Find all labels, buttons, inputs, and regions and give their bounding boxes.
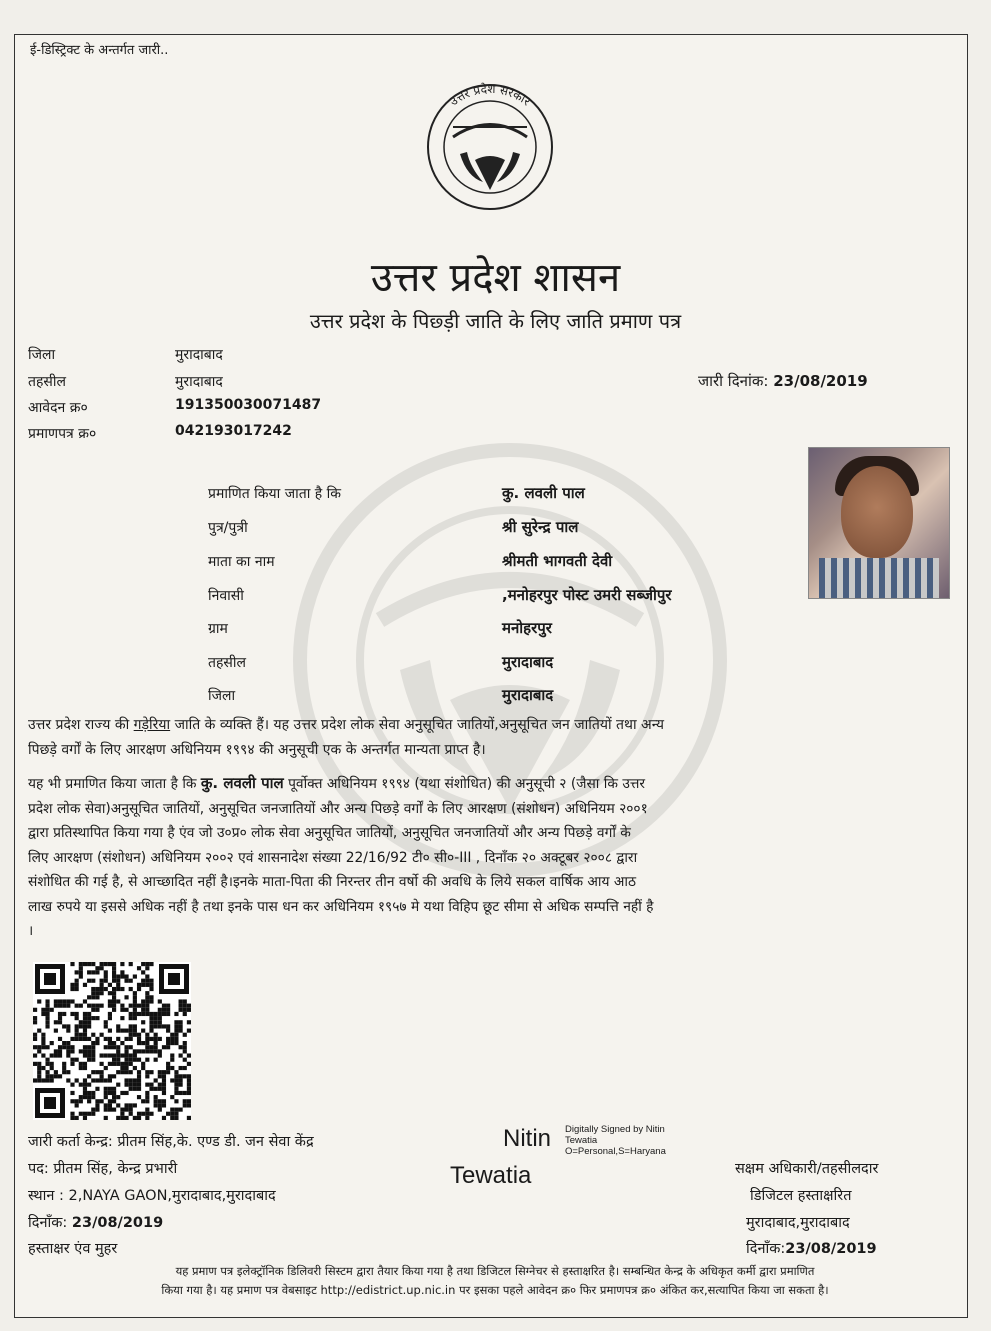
detail-value-name: कु. लवली पाल [502,484,585,502]
detail-label-certified: प्रमाणित किया जाता है कि [208,486,342,502]
authority-date [746,1238,877,1258]
authority-date-value: 23/08/2019 [785,1241,877,1257]
detail-label-mother: माता का नाम [208,554,275,570]
text: पूर्वोक्त अधिनियम १९९४ (यथा संशोधित) की अनुसूची २ (जैसा कि उत्तर [283,776,646,792]
detail-label-tehsil: तहसील [208,655,246,671]
detail-value-tehsil: मुरादाबाद [502,653,554,671]
district-value: मुरादाबाद [175,347,223,363]
sig-detail-1: Digitally Signed by Nitin [565,1124,665,1135]
page-subtitle: उत्तर प्रदेश के पिछ्ड़ी जाति के लिए जाति प्रमाण पत्र [309,309,682,333]
cert-line-4: लिए आरक्षण (संशोधन) अधिनियम २००२ एवं शासनादेश संख्या 22/16/92 टी० सी०-III , दिनाँक २० अक्टूबर २००८ द्वारा [28,849,638,866]
authority-date-label: दिनाँक: [746,1241,786,1257]
header-note: ई-डिस्ट्रिक्ट के अन्तर्गत जारी.. [30,43,169,58]
issuer-post: पद: प्रीतम सिंह, केन्द्र प्रभारी [28,1161,178,1177]
sig-detail-2: Tewatia [565,1135,598,1146]
authority-digital: डिजिटल हस्ताक्षरित [750,1188,852,1204]
footer-line-1: यह प्रमाण पत्र इलेक्ट्रॉनिक डिलिवरी सिस्टम द्वारा तैयार किया गया है तथा डिजिटल सिग्नेचर से हस्ताक्षरित है। सम्बन्धित केन्द्र के अधिकृत कर्मी द्वारा प्रमाणित [175,1264,815,1278]
cert-line-5: संशोधित की गई है, से आच्छादित नहीं है।इनके माता-पिता की निरन्तर तीन वर्षो की अवधि के लिये सकल वार्षिक आय आठ [28,874,637,890]
applicant-name-inline: कु. लवली पाल [200,774,284,792]
detail-label-district: जिला [208,688,236,704]
issue-date [698,371,868,391]
issuer-date-value: 23/08/2019 [71,1215,164,1231]
application-label: आवेदन क्र० [28,400,88,416]
cert-line-7: । [28,923,34,939]
issuer-date [28,1212,163,1232]
applicant-photo [808,447,950,599]
detail-value-village: मनोहरपुर [502,619,552,637]
issue-date-value: 23/08/2019 [773,372,868,390]
certificate-label: प्रमाणपत्र क्र० [28,426,97,442]
cert-line-3: द्वारा प्रतिस्थापित किया गया है एंव जो उ०प्र० लोक सेवा अनुसूचित जातियों, अनुसूचित जनजातियों और अन्य पिछड़े वर्गों के [28,825,631,841]
certificate-number: 042193017242 [175,423,292,439]
caste-paragraph [28,713,956,762]
cert-line-2: प्रदेश लोक सेवा)अनुसूचित जातियों, अनुसूचित जनजातियों और अन्य पिछड़े वर्गों के लिए आरक्षण (संशोधन) अधिनियम २००१ [28,800,648,817]
text: उत्तर प्रदेश राज्य की [28,717,134,733]
detail-label-child-of: पुत्र/पुत्री [208,520,248,536]
signer-name-line-2: Tewatia [450,1162,532,1189]
page-title: उत्तर प्रदेश शासन [370,255,621,301]
detail-label-resident: निवासी [208,588,244,604]
tehsil-value: मुरादाबाद [175,374,223,390]
issue-date-label: जारी दिनांक: [698,372,769,390]
signature-seal-label: हस्ताक्षर एंव मुहर [28,1241,118,1257]
detail-label-village: ग्राम [208,621,228,637]
emblem-text: उत्तर प्रदेश सरकार [446,82,534,109]
qr-code [33,962,191,1120]
authority-place: मुरादाबाद,मुरादाबाद [746,1215,850,1231]
authority-title: सक्षम अधिकारी/तहसीलदार [735,1161,879,1177]
caste-name: गड़ेरिया [133,717,171,733]
sig-detail-3: O=Personal,S=Haryana [565,1146,666,1157]
detail-value-father: श्री सुरेन्द्र पाल [502,518,579,536]
digital-signature-details [565,1124,666,1157]
issuer-date-label: दिनाँक: [28,1215,72,1231]
footer-note [30,1262,960,1300]
application-number: 191350030071487 [175,397,322,413]
detail-value-district: मुरादाबाद [502,686,554,704]
detail-value-mother: श्रीमती भागवती देवी [502,552,613,570]
caste-paragraph-line-2: पिछड़े वर्गों के लिए आरक्षण अधिनियम १९९४ की अनुसूची एक के अन्तर्गत मान्यता प्राप्त है। [28,741,486,758]
signer-name-line-1: Nitin [503,1125,552,1152]
text: जाति के व्यक्ति हैं। यह उत्तर प्रदेश लोक सेवा अनुसूचित जातियों,अनुसूचित जन जातियों तथा अन्य [170,717,665,733]
caste-paragraph-line-1 [28,713,956,738]
svg-text:उत्तर प्रदेश सरकार [447,82,534,109]
cert-line-6: लाख रुपये या इससे अधिक नहीं है तथा इनके पास धन कर अधिनियम १९५७ मे यथा विहिप छूट सीमा से अधिक सम्पत्ति नहीं है [28,898,654,915]
tehsil-label: तहसील [28,374,66,390]
cert-line-1 [28,771,956,797]
text: यह भी प्रमाणित किया जाता है कि [28,776,201,792]
issuer-place: स्थान : 2,NAYA GAON,मुरादाबाद,मुरादाबाद [28,1188,276,1204]
detail-value-resident: ,मनोहरपुर पोस्ट उमरी सब्जीपुर [502,586,672,604]
district-label: जिला [28,347,56,363]
issuing-center: जारी कर्ता केन्द्र: प्रीतम सिंह,के. एण्ड डी. जन सेवा केंद्र [28,1134,314,1150]
up-government-emblem [415,82,565,212]
footer-line-2: किया गया है। यह प्रमाण पत्र वेबसाइट http://edistrict.up.nic.in पर इसका पहले आवेदन क्र० फिर प्रमाणपत्र क्र० अंकित कर,सत्यापित किया जा सकता है। [161,1283,829,1297]
certification-paragraph [28,771,956,944]
